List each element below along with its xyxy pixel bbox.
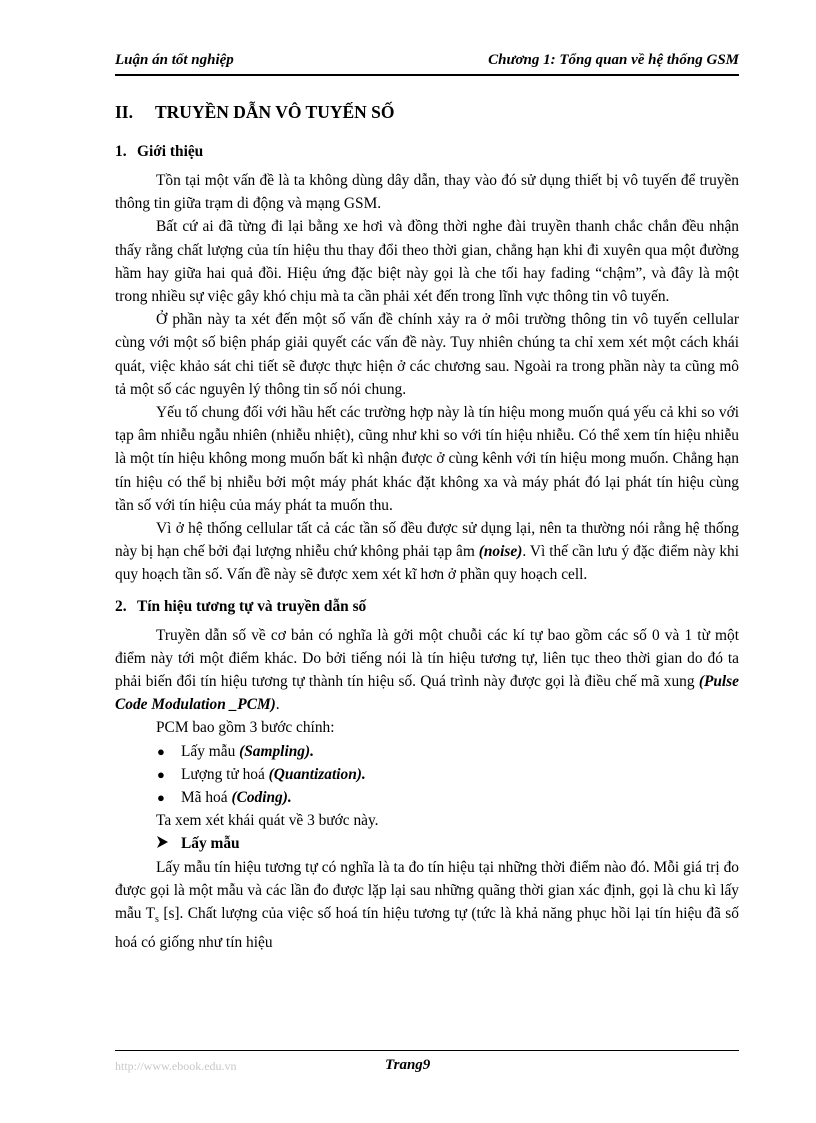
paragraph-text: Truyền dẫn số về cơ bản có nghĩa là gởi một chuỗi các kí tự bao gồm các số 0 và 1 từ một điểm này tới một điểm khác. Do bởi tiếng nói là tín hiệu tương tự, liên tục theo thời gian do đó ta phải biến đổi tín hiệu tương tự thành tín hiệu số. Quá trình này được gọi là điều chế mã xung xyxy=(115,626,739,691)
subsection-number: 2. xyxy=(115,597,127,615)
emphasis-pcm: (Pulse Code Modulation _PCM) xyxy=(115,673,739,714)
list-item xyxy=(115,763,739,786)
paragraph xyxy=(115,856,739,955)
footer-url: http://www.ebook.edu.vn xyxy=(115,1059,237,1073)
bullet-icon: ● xyxy=(157,790,165,806)
paragraph xyxy=(115,517,739,587)
sampling-heading xyxy=(115,832,739,855)
paragraph: Bất cứ ai đã từng đi lại bằng xe hơi và đồng thời nghe đài truyền thanh chắc chắn đều nhận thấy rằng chất lượng của tín hiệu thu thay đổi theo thời gian, chẳng hạn khi đi xuyên qua một đường hầm hay giữa hai quả đồi. Hiệu ứng đặc biệt này gọi là che tối hay fading “chậm”, và đây là một trong nhiều sự việc gây khó chịu mà ta cần phải xét đến trong lĩnh vực thông tin vô tuyến. xyxy=(115,218,739,306)
section-heading xyxy=(115,92,739,132)
header-thesis-title: Luận án tốt nghiệp xyxy=(115,52,234,68)
paragraph xyxy=(115,624,739,717)
list-item xyxy=(115,740,739,763)
header-chapter-title: Chương 1: Tổng quan về hệ thống GSM xyxy=(488,52,739,68)
paragraph-text: [s]. Chất lượng của việc số hoá tín hiệu tương tự (tức là khả năng phục hồi lại tín hiệu đã số hoá có giống như tín hiệu xyxy=(115,905,739,952)
paragraph-text: Vì ở hệ thống cellular tất cả các tần số đều được sử dụng lại, nên ta thường nói rằng hệ thống này bị hạn chế bởi đại lượng nhiễu chứ không phải tạp âm xyxy=(115,520,739,561)
pcm-steps-list xyxy=(115,740,739,810)
sampling-title: Lấy mẫu xyxy=(181,835,240,853)
bullet-icon: ● xyxy=(157,766,165,782)
paragraph-text: Lấy mẫu tín hiệu tương tự có nghĩa là ta đo tín hiệu tại những thời điểm nào đó. Mỗi giá trị đo được gọi là một mẫu và các lần đo được lặp lại sau những quãng thời gian xác định, gọi là chu kì lấy mẫu T xyxy=(115,858,739,923)
section-number: II. xyxy=(115,102,133,122)
page-footer xyxy=(115,1050,739,1081)
paragraph: Yếu tố chung đối với hầu hết các trường hợp này là tín hiệu mong muốn quá yếu cả khi so với tạp âm nhiễu ngẫu nhiên (nhiễu nhiệt), cũng như khi so với tín hiệu nhiễu. Có thể xem tín hiệu nhiễu là một tín hiệu không mong muốn bất kì nhận được ở cùng kênh với tín hiệu mong muốn. Chẳng hạn tín hiệu có thể bị nhiễu bởi một máy phát khác đặt không xa và máy phát đó lại phát tín hiệu cùng tần số với tín hiệu của máy phát ta muốn thu. xyxy=(115,404,739,514)
bullet-icon: ● xyxy=(157,743,165,759)
subsection-title: Giới thiệu xyxy=(137,143,204,160)
list-item-emphasis: (Quantization). xyxy=(268,765,366,783)
subsection-heading-analog-digital xyxy=(115,595,739,618)
paragraph: Tồn tại một vấn đề là ta không dùng dây dẫn, thay vào đó sử dụng thiết bị vô tuyến để truyền thông tin giữa trạm di động và mạng GSM. xyxy=(115,172,739,213)
page-number: Trang9 xyxy=(385,1057,431,1073)
paragraph: Ở phần này ta xét đến một số vấn đề chính xảy ra ở môi trường thông tin vô tuyến cellular cùng với một số biện pháp giải quyết các vấn đề này. Tuy nhiên chúng ta chỉ xem xét một cách khái quát, việc khảo sát chi tiết sẽ được thực hiện ở các chương sau. Ngoài ra trong phần này ta cũng mô tả một số các nguyên lý thông tin số nói chung. xyxy=(115,311,739,398)
section-title: TRUYỀN DẪN VÔ TUYẾN SỐ xyxy=(155,102,395,122)
paragraph-text: . Vì thế cần lưu ý đặc điểm này khi quy hoạch tần số. Vấn đề này sẽ được xem xét kĩ hơn ở phần quy hoạch cell. xyxy=(115,543,739,584)
list-item-text: Mã hoá xyxy=(181,789,232,807)
page-header xyxy=(115,50,739,76)
paragraph: Ta xem xét khái quát về 3 bước này. xyxy=(156,812,379,830)
emphasis-noise: (noise) xyxy=(478,543,523,561)
list-item-emphasis: (Sampling). xyxy=(239,742,314,760)
list-item-text: Lượng tử hoá xyxy=(181,765,269,783)
list-item-text: Lấy mẫu xyxy=(181,742,240,760)
subscript: s xyxy=(155,914,159,926)
subsection-heading-intro xyxy=(115,140,739,163)
page-content xyxy=(115,92,739,955)
list-item-emphasis: (Coding). xyxy=(231,789,292,807)
paragraph: PCM bao gồm 3 bước chính: xyxy=(156,719,335,737)
subsection-number: 1. xyxy=(115,143,127,160)
arrow-right-icon xyxy=(156,832,170,855)
paragraph-text: . xyxy=(275,696,280,714)
list-item xyxy=(115,786,739,809)
subsection-title: Tín hiệu tương tự và truyền dẫn số xyxy=(137,597,367,615)
